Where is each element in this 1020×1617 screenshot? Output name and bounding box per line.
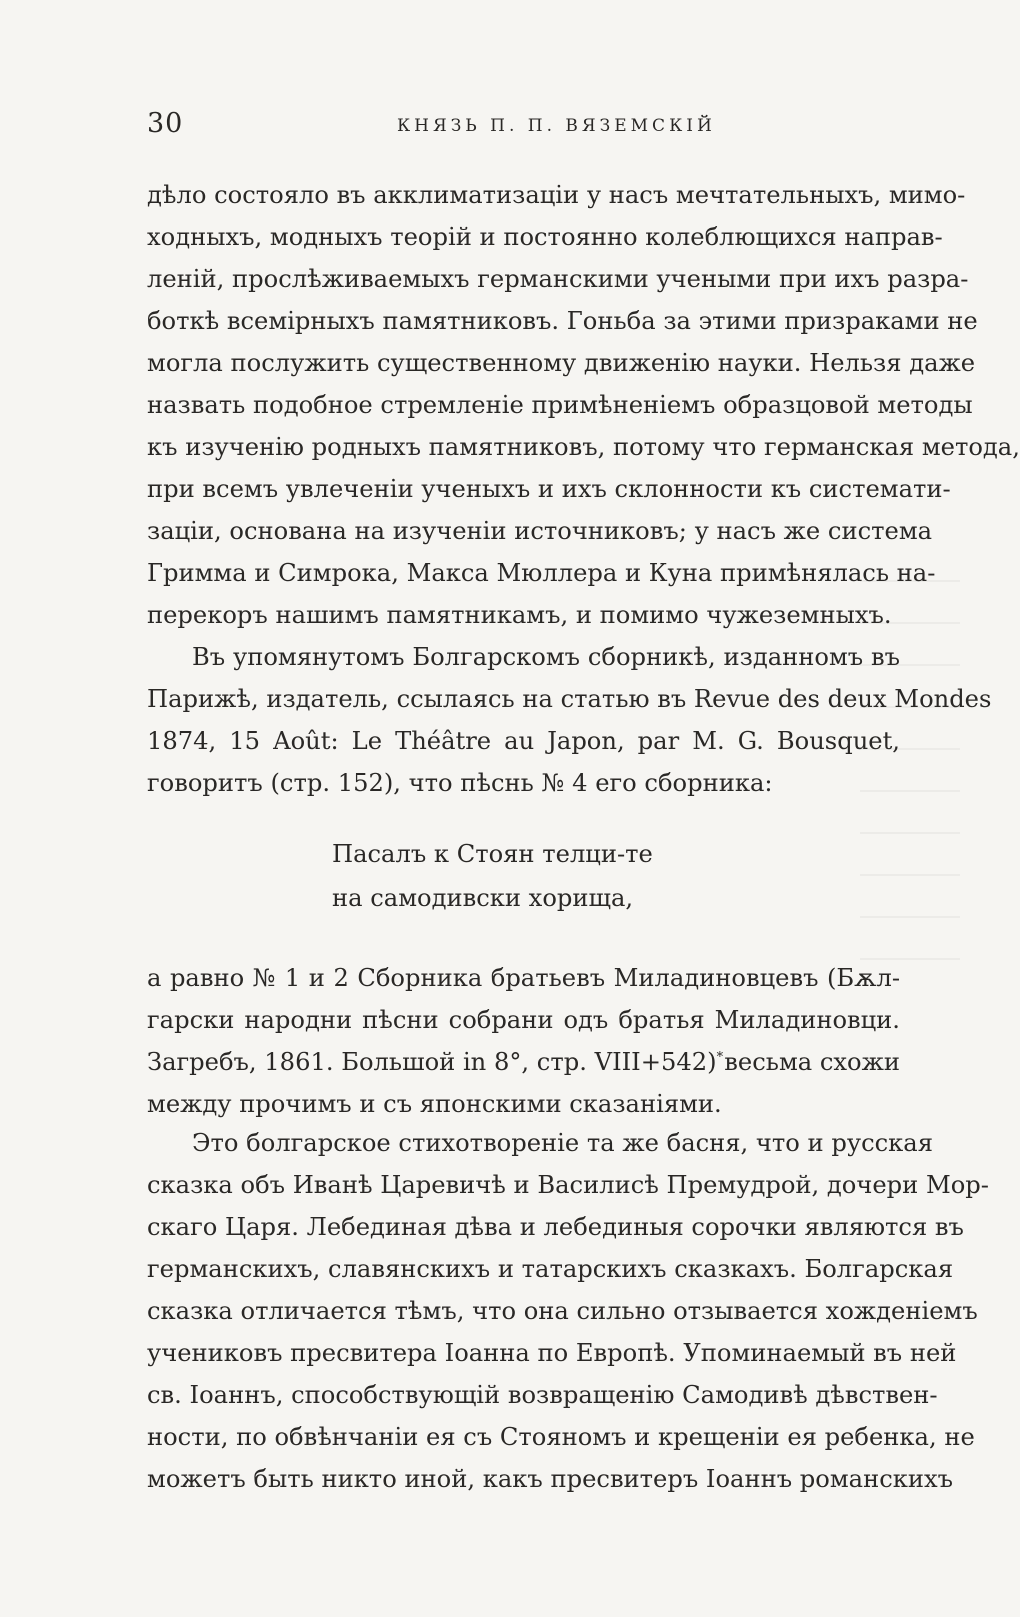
text-line: Парижѣ, издатель, ссылаясь на статью въ Revue des deux Mondes	[147, 685, 992, 713]
text-line: Гримма и Симрока, Макса Мюллера и Куна примѣнялась на-	[147, 559, 936, 587]
text-line: учениковъ пресвитера Іоанна по Европѣ. Упоминаемый въ ней	[147, 1339, 957, 1367]
text-line: перекоръ нашимъ памятникамъ, и помимо чужеземныхъ.	[147, 601, 892, 629]
text-line	[147, 1041, 900, 1083]
text-line: при всемъ увлеченіи ученыхъ и ихъ склонности къ системати-	[147, 475, 951, 503]
text-line: дѣло состояло въ акклиматизаціи у насъ мечтательныхъ, мимо-	[147, 181, 966, 209]
text-line: 1874, 15 Août: Le Théâtre au Japon, par M. G. Bousquet,	[147, 727, 900, 755]
text-line: могла послужить существенному движенію науки. Нельзя даже	[147, 349, 976, 377]
text-line: назвать подобное стремленіе примѣненіемъ образцовой методы	[147, 391, 973, 419]
body-text-bottom	[147, 1122, 989, 1500]
verse-line: Пасалъ к Стоян телци-те	[332, 840, 653, 868]
text-line: ходныхъ, модныхъ теорій и постоянно колеблющихся направ-	[147, 223, 943, 251]
text-line: скаго Царя. Лебединая дѣва и лебединыя сорочки являются въ	[147, 1213, 964, 1241]
body-text-middle	[147, 957, 900, 1125]
text-line: ности, по обвѣнчаніи ея съ Стояномъ и крещеніи ея ребенка, не	[147, 1423, 975, 1451]
body-text-top	[147, 174, 1020, 804]
text-line: св. Іоаннъ, способствующій возвращенію Самодивѣ дѣвствен-	[147, 1381, 938, 1409]
text-line: Въ упомянутомъ Болгарскомъ сборникѣ, изданномъ въ	[192, 643, 900, 671]
text-line: между прочимъ и съ японскими сказаніями.	[147, 1090, 722, 1118]
footnote-mark: *	[716, 1049, 724, 1065]
text-line: а равно № 1 и 2 Сборника братьевъ Миладиновцевъ (Бѫл-	[147, 964, 900, 992]
text-line: къ изученію родныхъ памятниковъ, потому что германская метода,	[147, 433, 1020, 461]
page-number: 30	[147, 108, 184, 139]
text-segment: Загребъ, 1861. Большой in 8°, стр. VIII+542)*	[147, 1048, 724, 1076]
text-line: леній, прослѣживаемыхъ германскими учеными при ихъ разра-	[147, 265, 969, 293]
running-head: КНЯЗЬ П. П. ВЯЗЕМСКІЙ	[397, 116, 716, 136]
text-line: говоритъ (стр. 152), что пѣснь № 4 его сборника:	[147, 769, 773, 797]
text-segment: весьма схожи	[724, 1048, 900, 1076]
text-line: гарски народни пѣсни собрани одъ братья Миладиновци.	[147, 1006, 900, 1034]
verse-quote	[332, 832, 653, 920]
verse-line: на самодивски хорища,	[332, 884, 634, 912]
text-line: боткѣ всемірныхъ памятниковъ. Гоньба за этими призраками не	[147, 307, 978, 335]
text-line: Это болгарское стихотвореніе та же басня, что и русская	[192, 1129, 933, 1157]
page-header	[147, 108, 905, 148]
text-line: германскихъ, славянскихъ и татарскихъ сказкахъ. Болгарская	[147, 1255, 954, 1283]
text-line: сказка объ Иванѣ Царевичѣ и Василисѣ Премудрой, дочери Мор-	[147, 1171, 989, 1199]
text-line: сказка отличается тѣмъ, что она сильно отзывается хожденіемъ	[147, 1297, 978, 1325]
text-line: можетъ быть никто иной, какъ пресвитеръ Іоаннъ романскихъ	[147, 1465, 954, 1493]
text-line: заціи, основана на изученіи источниковъ; у насъ же система	[147, 517, 933, 545]
